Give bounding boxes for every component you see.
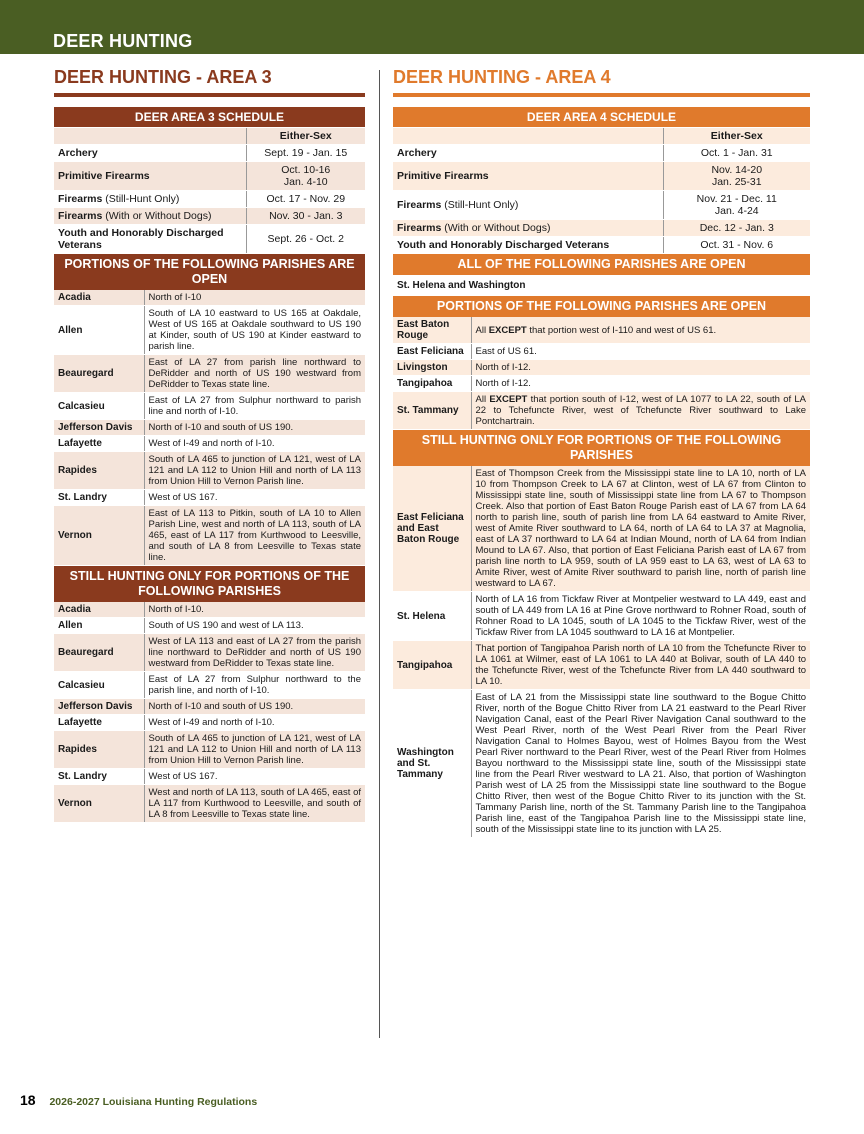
parish-name: Acadia bbox=[54, 602, 144, 618]
parish-row bbox=[54, 785, 365, 823]
parish-description bbox=[144, 602, 365, 618]
schedule-label-cell bbox=[54, 145, 246, 162]
desc-text: South of LA 465 to junction of LA 121, west of LA 121 and LA 112 to Union Hill and north of LA 113 from Union Hill to Vernon Parish line. bbox=[148, 733, 361, 766]
desc-text: East of LA 21 from the Mississippi state line southward to the Bogue Chitto River, north of the Bogue Chitto River from LA 21 eastward to the Pearl River Navigation Canal, east of the Pearl River Navigation Canal southward to the West Pearl River, north of the West Pearl River from the Pearl River Navigation Canal to Holmes Bayou, west of Holmes Bayou from the West Pearl River northward to the Pearl River, west of the Pearl River from Holmes Bayou northward to the Mississippi state line, south of the Mississippi state line from the Pearl River westward to LA 21. Also, that portion of Washington Parish west of LA 25 from the Mississippi state line southward to the Bogue Chitto River, then west of the Bogue Chitto River to its junction with the St. Tammany Parish line, north of the St. Tammany Parish line to the Tangipahoa Parish line, east of the Tangipahoa Parish line to the Mississippi state line, south of the Mississippi state line to its junction with LA 25. bbox=[475, 692, 806, 835]
schedule-label: Primitive Firearms bbox=[58, 170, 150, 182]
parish-name: Calcasieu bbox=[54, 393, 144, 420]
desc-text: North of I-10. bbox=[148, 604, 204, 615]
parish-row bbox=[393, 376, 810, 392]
parish-name: St. Landry bbox=[54, 490, 144, 506]
schedule-dates: Nov. 14-20 Jan. 25-31 bbox=[663, 162, 810, 191]
parish-name: Jefferson Davis bbox=[54, 699, 144, 715]
parish-description bbox=[144, 306, 365, 355]
area4-portions-title: PORTIONS OF THE FOLLOWING PARISHES ARE OPEN bbox=[393, 296, 810, 317]
parish-name: Beauregard bbox=[54, 634, 144, 672]
parish-description bbox=[144, 769, 365, 785]
desc-text: South of LA 465 to junction of LA 121, west of LA 121 and LA 112 to Union Hill and north of LA 113 from Union Hill to Vernon Parish line. bbox=[148, 454, 361, 487]
desc-text: East of Thompson Creek from the Mississippi state line to LA 10, north of LA 10 from Thompson Creek to LA 67 at Clinton, west of LA 67 from Clinton to Mississippi state line, south of Mississippi state line from LA 67 to Thompson Creek. Also that portion of East Baton Rouge Parish east of LA 67 from LA 64 north to parish line, south of parish line from LA 64 eastward to Amite River, west of Amite River southward to LA 64, north of LA 64 to LA 37 at Magnolia, east of LA 37 northward to LA 64 at Indian Mound, north of LA 64 from Indian Mound to LA 67. Also, that portion of East Feliciana Parish east of LA 67 from parish line north to LA 959, south of LA 959 east to LA 63, west of LA 63 to Amite River, west of Amite River southward to parish line, north of parish line westward to LA 67. bbox=[475, 468, 806, 589]
area4-title: DEER HUNTING - AREA 4 bbox=[393, 67, 611, 87]
schedule-row bbox=[393, 162, 810, 191]
parish-name: Rapides bbox=[54, 452, 144, 490]
schedule-label: Archery bbox=[397, 147, 437, 159]
schedule-label: Youth and Honorably Discharged Veterans bbox=[58, 227, 224, 251]
parish-description bbox=[144, 290, 365, 306]
schedule-label-cell bbox=[393, 237, 663, 254]
parish-row bbox=[54, 393, 365, 420]
schedule-row bbox=[54, 145, 365, 162]
desc-text: South of LA 10 eastward to US 165 at Oakdale, West of US 165 at Oakdale southward to US 190 at Kinder, south of US 190 at Kinder eastward to parish line. bbox=[148, 308, 361, 352]
parish-name: East Feliciana and East Baton Rouge bbox=[393, 466, 471, 592]
parish-row bbox=[54, 290, 365, 306]
parish-description bbox=[144, 355, 365, 393]
schedule-dates: Sept. 26 - Oct. 2 bbox=[246, 225, 365, 254]
parish-name: Beauregard bbox=[54, 355, 144, 393]
area4-still-title: STILL HUNTING ONLY FOR PORTIONS OF THE FOLLOWING PARISHES bbox=[393, 430, 810, 466]
parish-name: Vernon bbox=[54, 506, 144, 566]
parish-row bbox=[54, 436, 365, 452]
parish-description bbox=[144, 393, 365, 420]
parish-description bbox=[471, 641, 810, 690]
parish-name: Allen bbox=[54, 618, 144, 634]
schedule-label-cell bbox=[54, 191, 246, 208]
parish-name: Tangipahoa bbox=[393, 641, 471, 690]
area3-still-table bbox=[54, 602, 365, 823]
parish-description bbox=[144, 506, 365, 566]
desc-text: West of I-49 and north of I-10. bbox=[148, 717, 275, 728]
schedule-label: Firearms bbox=[397, 222, 442, 234]
parish-row bbox=[393, 360, 810, 376]
desc-text: North of I-10 and south of US 190. bbox=[148, 422, 294, 433]
parish-description bbox=[471, 360, 810, 376]
parish-row bbox=[393, 641, 810, 690]
desc-prefix: All bbox=[475, 324, 489, 336]
page-footer bbox=[20, 1092, 257, 1108]
parish-row bbox=[393, 466, 810, 592]
either-sex-header: Either-Sex bbox=[663, 128, 810, 145]
area3-schedule-title: DEER AREA 3 SCHEDULE bbox=[54, 107, 365, 128]
area4-column bbox=[393, 66, 810, 838]
parish-description bbox=[144, 420, 365, 436]
parish-description bbox=[144, 452, 365, 490]
schedule-label-extra: (Still-Hunt Only) bbox=[441, 199, 519, 211]
area4-portions-table bbox=[393, 317, 810, 430]
parish-row bbox=[393, 344, 810, 360]
desc-text: South of US 190 and west of LA 113. bbox=[148, 620, 304, 631]
desc-text: North of I-12. bbox=[475, 362, 531, 373]
parish-name: Washington and St. Tammany bbox=[393, 690, 471, 838]
schedule-label-cell bbox=[54, 208, 246, 225]
footer-text: 2026-2027 Louisiana Hunting Regulations bbox=[49, 1096, 258, 1108]
schedule-label: Primitive Firearms bbox=[397, 170, 489, 182]
parish-row bbox=[54, 672, 365, 699]
parish-description bbox=[144, 715, 365, 731]
area4-still-table bbox=[393, 466, 810, 838]
parish-description bbox=[471, 392, 810, 430]
parish-name: Rapides bbox=[54, 731, 144, 769]
desc-prefix: All bbox=[475, 394, 490, 405]
parish-row bbox=[54, 731, 365, 769]
desc-text: East of LA 113 to Pitkin, south of LA 10 to Allen Parish Line, west and north of LA 113, south of LA 465, east of LA 117 from Kurthwood to Leesville, and south of LA 8 from Leesville to Texas state line. bbox=[148, 508, 361, 563]
area3-column bbox=[54, 66, 365, 823]
parish-description bbox=[144, 436, 365, 452]
parish-row bbox=[54, 506, 365, 566]
desc-text: West of US 167. bbox=[148, 771, 218, 782]
schedule-dates: Nov. 30 - Jan. 3 bbox=[246, 208, 365, 225]
parish-name: East Baton Rouge bbox=[393, 317, 471, 344]
parish-row bbox=[54, 769, 365, 785]
parish-name: Vernon bbox=[54, 785, 144, 823]
schedule-row bbox=[393, 191, 810, 220]
parish-row bbox=[54, 355, 365, 393]
schedule-label-cell bbox=[393, 162, 663, 191]
desc-text: North of I-12. bbox=[475, 378, 531, 389]
schedule-label-extra: (Still-Hunt Only) bbox=[102, 193, 180, 205]
desc-text: North of LA 16 from Tickfaw River at Montpelier westward to LA 449, east and south of LA 449 from LA 16 at Pine Grove northward to Rohner Road, south of Rohner Road to LA 1045, south of LA 1045 to the Tickfaw River, west of the Tickfaw River from LA 1045 southward to LA 16 at Montpelier. bbox=[475, 594, 806, 638]
parish-name: Lafayette bbox=[54, 715, 144, 731]
parish-row bbox=[54, 699, 365, 715]
parish-row bbox=[393, 690, 810, 838]
desc-text: East of LA 27 from Sulphur northward to the parish line, and north of I-10. bbox=[148, 674, 361, 696]
schedule-label-cell bbox=[393, 220, 663, 237]
parish-name: St. Landry bbox=[54, 769, 144, 785]
parish-name: East Feliciana bbox=[393, 344, 471, 360]
area4-all-open-text: St. Helena and Washington bbox=[397, 280, 526, 291]
schedule-row bbox=[54, 162, 365, 191]
schedule-label-extra: (With or Without Dogs) bbox=[102, 210, 212, 222]
parish-name: St. Tammany bbox=[393, 392, 471, 430]
desc-text: that portion south of I-12, west of LA 1077 to LA 22, south of LA 22 to Tchefuncte River, west of Tchefuncte River southward to Lake Pontchartrain. bbox=[475, 394, 806, 427]
schedule-label-extra: (With or Without Dogs) bbox=[441, 222, 551, 234]
desc-text: That portion of Tangipahoa Parish north of LA 10 from the Tchefuncte River to LA 1061 at Wilmer, east of LA 1061 to LA 440 at Bolivar, south of LA 440 to the Tchefuncte River, west of the Tchefuncte River from LA 440 southward to LA 10. bbox=[475, 643, 806, 687]
desc-except: EXCEPT bbox=[489, 394, 528, 405]
schedule-label-cell bbox=[54, 225, 246, 254]
schedule-dates: Oct. 17 - Nov. 29 bbox=[246, 191, 365, 208]
blank-cell bbox=[393, 128, 663, 145]
schedule-label: Firearms bbox=[397, 199, 442, 211]
parish-row bbox=[393, 317, 810, 344]
desc-except: EXCEPT bbox=[488, 324, 527, 336]
parish-description bbox=[144, 634, 365, 672]
parish-row bbox=[54, 715, 365, 731]
schedule-label: Firearms bbox=[58, 210, 103, 222]
parish-name: Calcasieu bbox=[54, 672, 144, 699]
desc-text: West of US 167. bbox=[148, 492, 218, 503]
parish-name: Tangipahoa bbox=[393, 376, 471, 392]
parish-name: St. Helena bbox=[393, 592, 471, 641]
area4-schedule-title: DEER AREA 4 SCHEDULE bbox=[393, 107, 810, 128]
parish-row bbox=[393, 592, 810, 641]
area4-all-open-title: ALL OF THE FOLLOWING PARISHES ARE OPEN bbox=[393, 254, 810, 275]
parish-row bbox=[54, 618, 365, 634]
parish-name: Lafayette bbox=[54, 436, 144, 452]
desc-text: that portion west of I-110 and west of US 61. bbox=[526, 324, 717, 336]
schedule-label-cell bbox=[393, 145, 663, 162]
schedule-dates: Oct. 1 - Jan. 31 bbox=[663, 145, 810, 162]
area3-portions-title: PORTIONS OF THE FOLLOWING PARISHES ARE OPEN bbox=[54, 254, 365, 290]
parish-description bbox=[144, 490, 365, 506]
parish-description bbox=[144, 785, 365, 823]
area4-schedule-table bbox=[393, 107, 810, 254]
section-banner bbox=[0, 0, 864, 54]
either-sex-header: Either-Sex bbox=[246, 128, 365, 145]
parish-description bbox=[471, 317, 810, 344]
schedule-dates: Sept. 19 - Jan. 15 bbox=[246, 145, 365, 162]
parish-description bbox=[471, 344, 810, 360]
schedule-label-cell bbox=[54, 162, 246, 191]
schedule-label: Archery bbox=[58, 147, 98, 159]
schedule-row bbox=[393, 220, 810, 237]
desc-text: East of US 61. bbox=[475, 346, 537, 357]
area3-portions-table bbox=[54, 290, 365, 566]
parish-description bbox=[144, 699, 365, 715]
parish-row bbox=[54, 452, 365, 490]
parish-name: Livingston bbox=[393, 360, 471, 376]
schedule-label-cell bbox=[393, 191, 663, 220]
parish-row bbox=[54, 420, 365, 436]
schedule-dates: Oct. 31 - Nov. 6 bbox=[663, 237, 810, 254]
desc-text: East of LA 27 from parish line northward to DeRidder and north of US 190 westward from DeRidder to Texas state line. bbox=[148, 357, 361, 390]
schedule-row bbox=[54, 191, 365, 208]
parish-description bbox=[471, 376, 810, 392]
blank-cell bbox=[54, 128, 246, 145]
banner-title: DEER HUNTING bbox=[53, 31, 193, 51]
area4-rule bbox=[393, 93, 810, 97]
column-divider bbox=[379, 70, 380, 1038]
area3-still-title: STILL HUNTING ONLY FOR PORTIONS OF THE FOLLOWING PARISHES bbox=[54, 566, 365, 602]
desc-text: East of LA 27 from Sulphur northward to parish line and north of I-10. bbox=[148, 395, 361, 417]
schedule-row bbox=[393, 145, 810, 162]
schedule-dates: Nov. 21 - Dec. 11 Jan. 4-24 bbox=[663, 191, 810, 220]
desc-text: West of LA 113 and east of LA 27 from the parish line northward to DeRidder and north of US 190 westward from DeRidder to Texas state line. bbox=[148, 636, 361, 669]
parish-row bbox=[393, 392, 810, 430]
schedule-label: Youth and Honorably Discharged Veterans bbox=[397, 239, 610, 251]
parish-description bbox=[471, 592, 810, 641]
parish-description bbox=[144, 618, 365, 634]
parish-row bbox=[54, 490, 365, 506]
parish-name: Allen bbox=[54, 306, 144, 355]
schedule-row bbox=[54, 208, 365, 225]
schedule-dates: Oct. 10-16 Jan. 4-10 bbox=[246, 162, 365, 191]
schedule-row bbox=[393, 237, 810, 254]
parish-name: Acadia bbox=[54, 290, 144, 306]
desc-text: West of I-49 and north of I-10. bbox=[148, 438, 275, 449]
schedule-dates: Dec. 12 - Jan. 3 bbox=[663, 220, 810, 237]
parish-row bbox=[54, 634, 365, 672]
area3-schedule-table bbox=[54, 107, 365, 254]
parish-description bbox=[471, 690, 810, 838]
desc-text: West and north of LA 113, south of LA 465, east of LA 117 from Kurthwood to Leesville, and south of LA 8 from Leesville to Texas state line. bbox=[148, 787, 361, 820]
desc-text: North of I-10 and south of US 190. bbox=[148, 701, 294, 712]
parish-row bbox=[54, 306, 365, 355]
area3-title: DEER HUNTING - AREA 3 bbox=[54, 67, 272, 87]
schedule-label: Firearms bbox=[58, 193, 103, 205]
parish-description bbox=[144, 731, 365, 769]
schedule-row bbox=[54, 225, 365, 254]
parish-description bbox=[144, 672, 365, 699]
page-number: 18 bbox=[20, 1092, 36, 1108]
desc-text: North of I-10 bbox=[148, 292, 202, 303]
parish-name: Jefferson Davis bbox=[54, 420, 144, 436]
area3-rule bbox=[54, 93, 365, 97]
parish-row bbox=[54, 602, 365, 618]
parish-description bbox=[471, 466, 810, 592]
